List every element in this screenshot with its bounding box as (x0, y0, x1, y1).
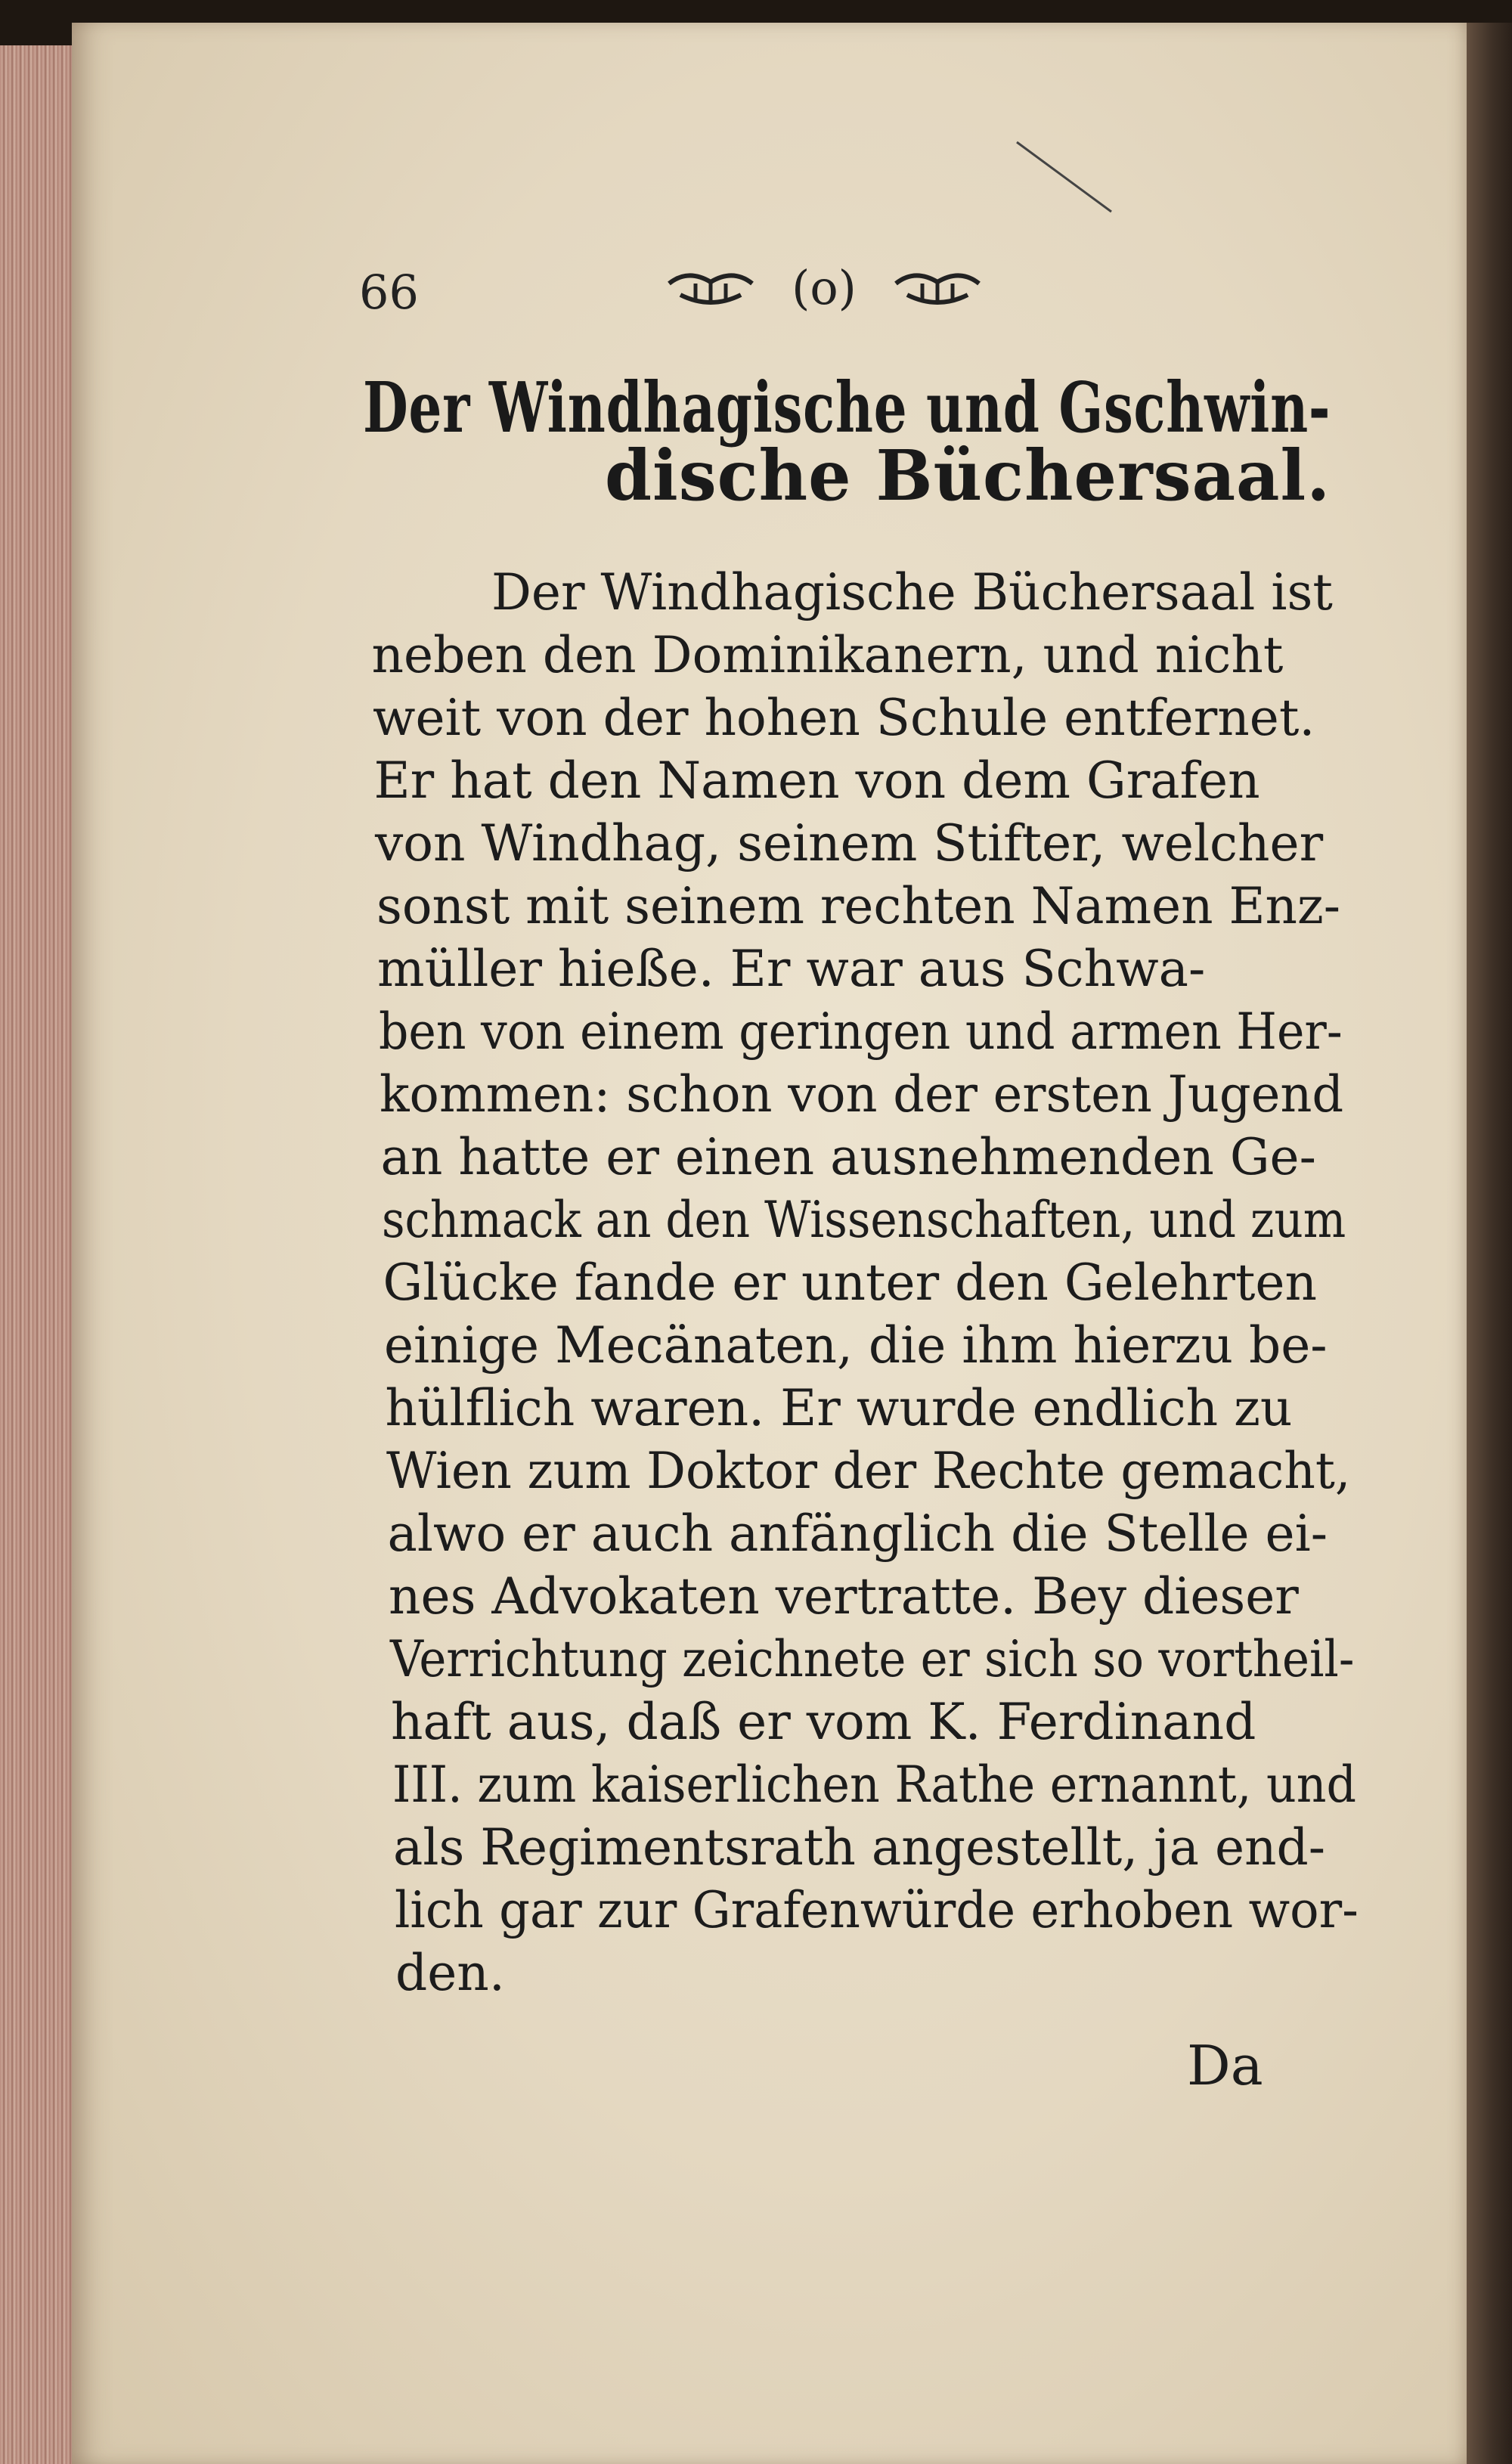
chapter-title-line-2: dische Büchersaal. (605, 435, 1331, 516)
body-text-line: Verrichtung zeichnete er sich so vortheil- (389, 1630, 1354, 1688)
page-header-ornament (665, 253, 983, 321)
hand-ornament-right-icon (892, 261, 983, 314)
body-text-line: ben von einem geringen und armen Her- (378, 1003, 1343, 1061)
body-text-line: Er hat den Namen von dem Grafen (373, 752, 1260, 810)
page-number: 66 (359, 265, 419, 320)
body-text-line: von Windhag, seinem Stifter, welcher (375, 814, 1324, 872)
book-cover-edge (1463, 23, 1512, 2464)
body-text-line: den. (395, 1944, 505, 2002)
page-edges (0, 45, 83, 2464)
body-text-line: III. zum kaiserlichen Rathe ernannt, und (392, 1756, 1356, 1814)
body-text-line: müller hieße. Er war aus Schwa- (377, 940, 1206, 998)
body-text-line: haft aus, daß er vom K. Ferdinand (391, 1693, 1256, 1751)
body-text-line: Der Windhagische Büchersaal ist (491, 563, 1333, 621)
catchword: Da (1187, 2034, 1263, 2097)
body-text-line: weit von der hohen Schule entfernet. (373, 689, 1315, 747)
body-text-line: alwo er auch anfänglich die Stelle ei- (387, 1505, 1328, 1563)
body-text-line: nes Advokaten vertratte. Bey dieser (389, 1567, 1299, 1626)
stray-pen-mark (1013, 136, 1119, 219)
body-text-line: schmack an den Wissenschaften, und zum (382, 1191, 1346, 1249)
body-text-line: einige Mecänaten, die ihm hierzu be- (384, 1316, 1328, 1375)
hand-ornament-left-icon (665, 261, 756, 314)
body-text-line: als Regimentsrath angestellt, ja end- (393, 1818, 1326, 1877)
chapter-title-line-1: Der Windhagische und Gschwin- (363, 367, 1331, 448)
body-text-line: neben den Dominikanern, und nicht (371, 626, 1284, 684)
body-text-line: lich gar zur Grafenwürde erhoben wor- (394, 1881, 1359, 1939)
body-text-line: Wien zum Doktor der Rechte gemacht, (386, 1442, 1351, 1500)
body-text-line: Glücke fande er unter den Gelehrten (383, 1254, 1318, 1312)
body-text-line: sonst mit seinem rechten Namen Enz- (376, 877, 1340, 935)
header-mark: (o) (792, 259, 857, 315)
body-text-line: kommen: schon von der ersten Jugend (380, 1065, 1344, 1124)
body-text-line: hülflich waren. Er wurde endlich zu (385, 1379, 1293, 1437)
body-text-line: an hatte er einen ausnehmenden Ge- (380, 1128, 1316, 1186)
